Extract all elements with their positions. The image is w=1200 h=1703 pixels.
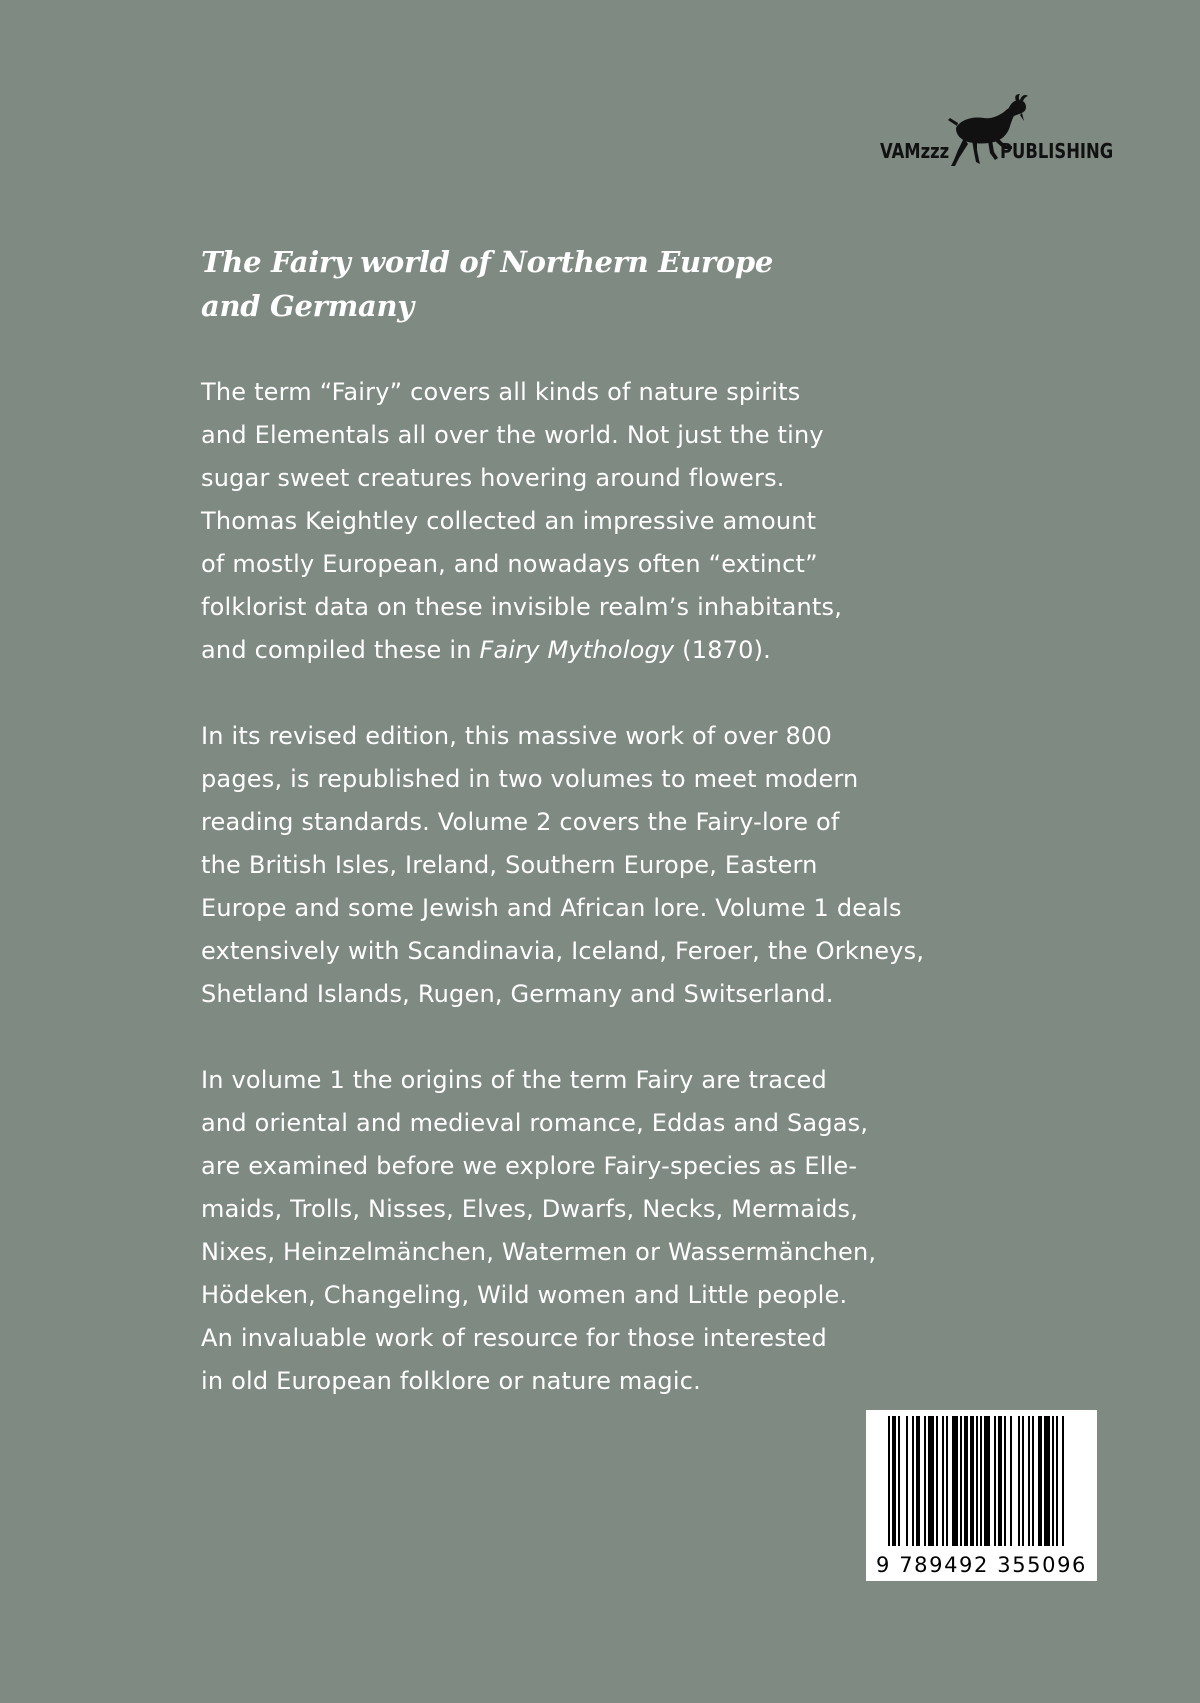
barcode-bar — [942, 1416, 944, 1546]
barcode-bars — [866, 1410, 1097, 1550]
barcode-bar — [916, 1416, 920, 1546]
barcode-bar — [1028, 1416, 1030, 1546]
text-line: In its revised edition, this massive work of over 800 — [201, 722, 832, 750]
text-line: Shetland Islands, Rugen, Germany and Switserland. — [201, 980, 834, 1008]
barcode-bar — [970, 1416, 974, 1546]
barcode-bar — [888, 1416, 890, 1546]
text-line: Thomas Keightley collected an impressive amount — [201, 507, 817, 535]
barcode-bar — [892, 1416, 896, 1546]
barcode-bar — [906, 1416, 908, 1546]
text-line: the British Isles, Ireland, Southern Europe, Eastern — [201, 851, 818, 879]
isbn-barcode — [866, 1410, 1097, 1581]
text-line: and oriental and medieval romance, Eddas and Sagas, — [201, 1109, 869, 1137]
description-paragraph-2 — [201, 715, 1001, 1016]
text-line: Nixes, Heinzelmänchen, Watermen or Wassermänchen, — [201, 1238, 877, 1266]
barcode-bar — [976, 1416, 978, 1546]
text-line: Europe and some Jewish and African lore. Volume 1 deals — [201, 894, 902, 922]
barcode-bar — [1010, 1416, 1012, 1546]
text-line: folklorist data on these invisible realm’s inhabitants, — [201, 593, 843, 621]
text-line: extensively with Scandinavia, Iceland, Feroer, the Orkneys, — [201, 937, 925, 965]
barcode-bar — [1038, 1416, 1042, 1546]
barcode-bar — [946, 1416, 948, 1546]
text-line: Hödeken, Changeling, Wild women and Little people. — [201, 1281, 848, 1309]
barcode-bar — [1022, 1416, 1024, 1546]
text-line: In volume 1 the origins of the term Fairy are traced — [201, 1066, 827, 1094]
title-line: The Fairy world of Northern Europe — [201, 245, 773, 279]
barcode-bar — [928, 1416, 934, 1546]
text-segment: and compiled these in — [201, 636, 480, 664]
text-line: are examined before we explore Fairy-species as Elle- — [201, 1152, 858, 1180]
barcode-bar — [898, 1416, 900, 1546]
barcode-bar — [984, 1416, 990, 1546]
barcode-bar — [960, 1416, 962, 1546]
barcode-bar — [924, 1416, 926, 1546]
barcode-bar — [936, 1416, 938, 1546]
description-paragraph-3 — [201, 1059, 1001, 1403]
text-line: pages, is republished in two volumes to meet modern — [201, 765, 859, 793]
barcode-bar — [1052, 1416, 1054, 1546]
text-line: in old European folklore or nature magic. — [201, 1367, 701, 1395]
book-reference: Fairy Mythology — [479, 636, 675, 664]
barcode-bar — [994, 1416, 996, 1546]
publisher-name-left: VAMzzz — [880, 139, 950, 163]
description-paragraph-1 — [201, 371, 1001, 672]
barcode-bar — [952, 1416, 958, 1546]
barcode-bar — [998, 1416, 1002, 1546]
barcode-bar — [1004, 1416, 1006, 1546]
title-line: and Germany — [201, 289, 414, 323]
text-line: and Elementals all over the world. Not just the tiny — [201, 421, 824, 449]
barcode-bar — [1032, 1416, 1034, 1546]
barcode-bar — [1018, 1416, 1020, 1546]
text-line: reading standards. Volume 2 covers the Fairy-lore of — [201, 808, 840, 836]
isbn-number: 9 789492 355096 — [875, 1553, 1088, 1577]
back-cover-text — [201, 240, 1001, 1403]
text-line: sugar sweet creatures hovering around flowers. — [201, 464, 785, 492]
text-line: of mostly European, and nowadays often “extinct” — [201, 550, 818, 578]
text-line: maids, Trolls, Nisses, Elves, Dwarfs, Necks, Mermaids, — [201, 1195, 859, 1223]
book-title — [201, 240, 1001, 328]
barcode-bar — [1056, 1416, 1058, 1546]
text-segment: (1870). — [674, 636, 771, 664]
barcode-bar — [912, 1416, 914, 1546]
barcode-bar — [1062, 1416, 1064, 1546]
publisher-logo — [878, 94, 1114, 174]
text-line: An invaluable work of resource for those interested — [201, 1324, 827, 1352]
text-line — [201, 629, 1001, 672]
text-line: The term “Fairy” covers all kinds of nature spirits — [201, 378, 801, 406]
publisher-name-right: PUBLISHING — [1000, 139, 1114, 163]
barcode-bar — [980, 1416, 982, 1546]
barcode-bar — [964, 1416, 968, 1546]
barcode-bar — [1044, 1416, 1050, 1546]
